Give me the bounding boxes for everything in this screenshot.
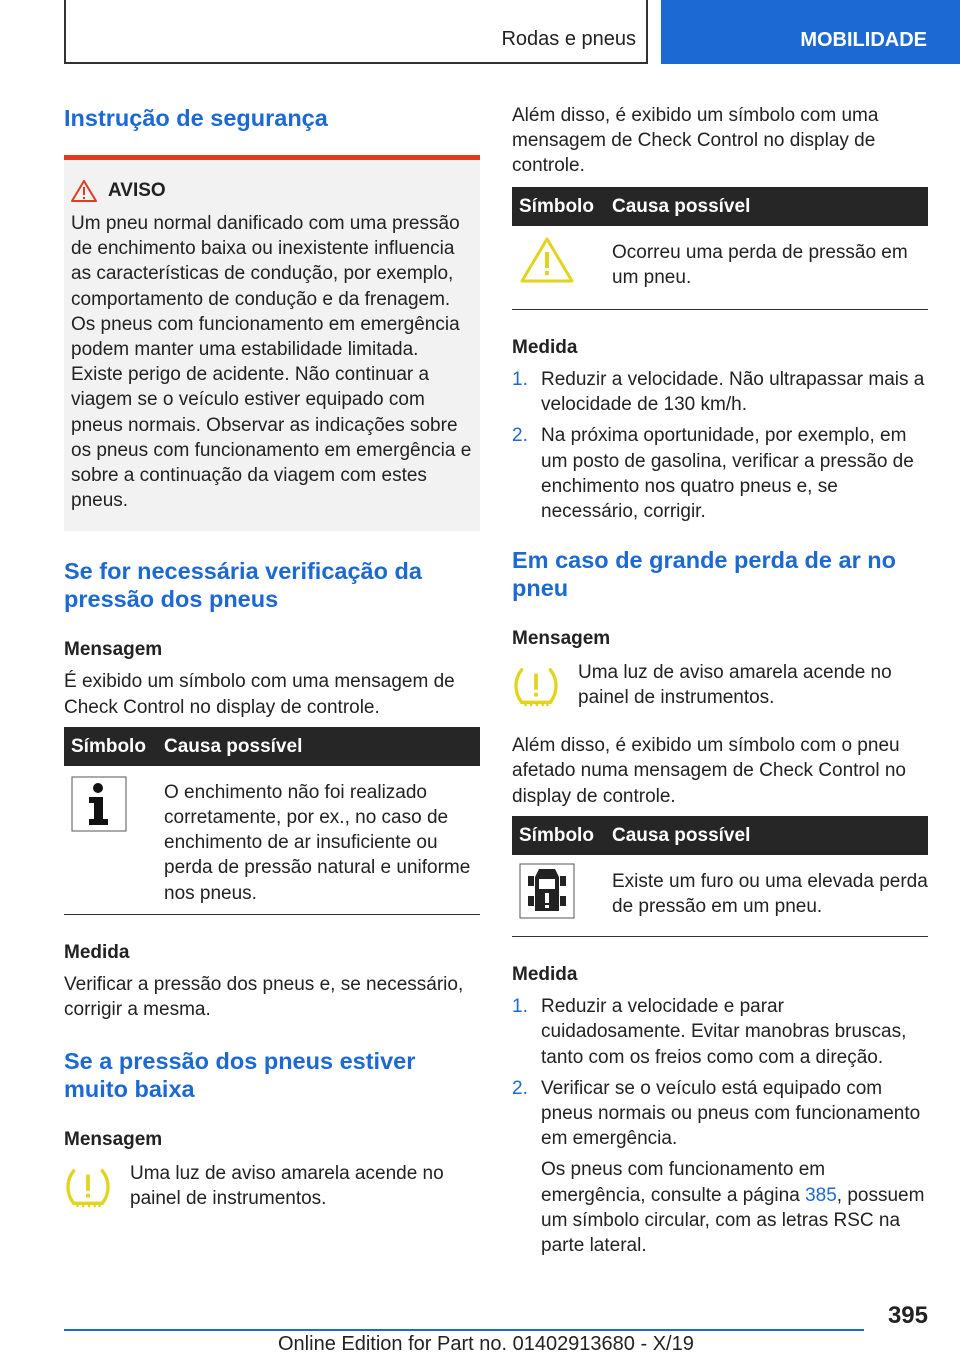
table2-cause: Ocorreu uma perda de pressão em um pneu. bbox=[612, 226, 928, 310]
table1-col-cause: Causa possível bbox=[164, 727, 480, 766]
page-link-385[interactable]: 385 bbox=[805, 1184, 837, 1206]
big-loss-message-heading: Mensagem bbox=[512, 628, 611, 650]
low-message-row bbox=[64, 1161, 480, 1214]
yellow-warning-triangle-icon bbox=[519, 236, 575, 284]
check-pressure-heading: Se for necessária verificação da pressão dos pneus bbox=[64, 558, 422, 613]
right-column bbox=[512, 100, 928, 1264]
list-item: 1. Reduzir a velocidade e parar cuidadosamente. Evitar manobras bruscas, tanto com os freios como com a direção. bbox=[512, 996, 907, 1068]
symbol-table-3 bbox=[512, 816, 928, 937]
warning-title bbox=[71, 178, 472, 203]
table2-col-cause: Causa possível bbox=[612, 187, 928, 226]
measure-steps-2 bbox=[512, 994, 928, 1258]
list-item: 2. Verificar se o veículo está equipado com pneus normais ou pneus com funcionamento em emergência. Os pneus com funcionamento em emergência, consulte a página 385, possuem um símbolo circular, com as letras RSC na parte lateral. bbox=[512, 1076, 928, 1258]
header-chapter-tab[interactable]: MOBILIDADE bbox=[661, 0, 960, 64]
table1-cause: O enchimento não foi realizado corretamente, por ex., no caso de enchimento de ar insuficiente ou perda de pressão natural e uniforme nos pneus. bbox=[164, 766, 480, 915]
table-row bbox=[64, 766, 480, 915]
right-intro2-text: Além disso, é exibido um símbolo com o pneu afetado numa mensagem de Check Control no display de controle. bbox=[512, 735, 906, 807]
car-tire-symbol-icon bbox=[519, 863, 575, 919]
table1-col-symbol: Símbolo bbox=[64, 727, 164, 766]
footer-edition: Online Edition for Part no. 01402913680 - X/19 bbox=[278, 1333, 694, 1355]
table-row bbox=[512, 855, 928, 937]
safety-heading: Instrução de segurança bbox=[64, 105, 328, 131]
tire-pressure-warning-icon bbox=[64, 1167, 112, 1209]
big-loss-heading: Em caso de grande perda de ar no pneu bbox=[512, 547, 896, 602]
tire-pressure-warning-icon bbox=[512, 666, 560, 708]
warning-text: Um pneu normal danificado com uma pressão de enchimento baixa ou inexistente influencia as características de condução, por exemplo, comportamento de condução e da frenagem. Os pneus com funcionamento em emergência podem manter uma estabilidade limitada. Existe perigo de acidente. Não continuar a viagem se o veículo estiver equipado com pneus normais. Observar as indicações sobre os pneus com funcionamento em emergência e sobre a continuação da viagem com estes pneus. bbox=[71, 213, 472, 512]
list-item: 1. Reduzir a velocidade. Não ultrapassar mais a velocidade de 130 km/h. bbox=[512, 369, 925, 416]
measure-heading-right: Medida bbox=[512, 337, 578, 359]
table3-cause: Existe um furo ou uma elevada perda de pressão em um pneu. bbox=[612, 855, 928, 937]
measure-heading: Medida bbox=[64, 941, 130, 963]
table3-col-symbol: Símbolo bbox=[512, 816, 612, 855]
check-message-heading: Mensagem bbox=[64, 639, 163, 661]
low-message-text: Uma luz de aviso amarela acende no painel de instrumentos. bbox=[130, 1163, 444, 1210]
low-message-heading: Mensagem bbox=[64, 1129, 163, 1151]
page-number: 395 bbox=[887, 1302, 928, 1329]
low-pressure-heading: Se a pressão dos pneus estiver muito baixa bbox=[64, 1048, 416, 1103]
warning-box bbox=[64, 155, 480, 531]
symbol-table-1 bbox=[64, 727, 480, 915]
table3-col-cause: Causa possível bbox=[612, 816, 928, 855]
header-section-title: Rodas e pneus bbox=[501, 28, 636, 50]
big-loss-message-text: Uma luz de aviso amarela acende no painel de instrumentos. bbox=[578, 662, 892, 709]
footer-rule bbox=[64, 1329, 864, 1331]
measure-text: Verificar a pressão dos pneus e, se necessário, corrigir a mesma. bbox=[64, 973, 464, 1021]
measure-steps-1 bbox=[512, 367, 928, 524]
measure-heading-right-2: Medida bbox=[512, 964, 578, 986]
table2-col-symbol: Símbolo bbox=[512, 187, 612, 226]
big-loss-message-row bbox=[512, 660, 928, 713]
rsc-note: Os pneus com funcionamento em emergência, consulte a página 385, possuem um símbolo circular, com as letras RSC na parte lateral. bbox=[541, 1159, 925, 1257]
table-row bbox=[512, 226, 928, 310]
list-item: 2. Na próxima oportunidade, por exemplo, em um posto de gasolina, verificar a pressão de enchimento nos quatro pneus e, se necessário, corrigir. bbox=[512, 425, 914, 523]
info-symbol-icon bbox=[71, 776, 127, 832]
warning-triangle-icon bbox=[71, 180, 97, 202]
left-column bbox=[64, 100, 480, 1214]
warning-label: AVISO bbox=[108, 180, 166, 201]
symbol-table-2 bbox=[512, 187, 928, 310]
check-message-text: É exibido um símbolo com uma mensagem de Check Control no display de controle. bbox=[64, 671, 455, 718]
right-intro-text: Além disso, é exibido um símbolo com uma mensagem de Check Control no display de controle. bbox=[512, 105, 879, 177]
